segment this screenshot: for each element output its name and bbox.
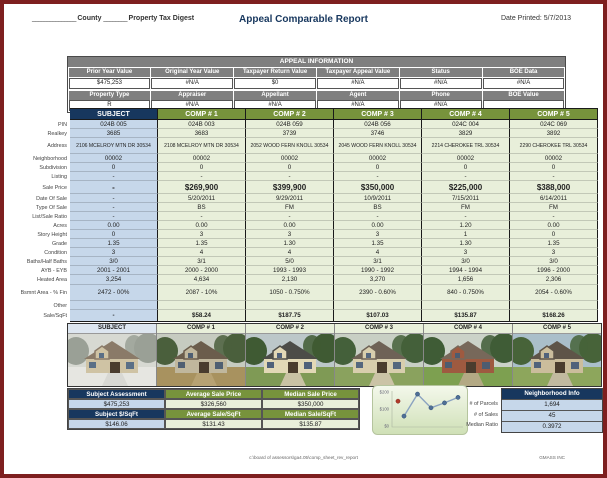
comp-value-cell: 00002	[334, 154, 422, 163]
appeal-column-header: Appellant	[234, 91, 316, 100]
comp-value-cell: -	[70, 310, 158, 322]
photo-label: COMP # 4	[424, 324, 512, 334]
comp-data-row	[18, 212, 598, 221]
appeal-value-cell: #N/A	[151, 78, 233, 89]
comp-value-cell: 5/0	[246, 257, 334, 266]
comp-row-label: Address	[47, 143, 67, 149]
photo-label: COMP # 2	[246, 324, 334, 334]
comp-value-cell: $168.26	[510, 310, 598, 322]
comp-row-label: Heated Area	[37, 277, 67, 283]
comp-value-cell: 3892	[510, 129, 598, 138]
comp-value-cell: 1.35	[158, 239, 246, 248]
comp-value-cell: 2,306	[510, 275, 598, 285]
appeal-column-header: Status	[400, 68, 482, 77]
comp-row-label: Sale/SqFt	[43, 313, 67, 319]
comp-value-cell: 2214 CHEROKEE TRL 30534	[422, 138, 510, 154]
comp-value-cell: 0	[70, 230, 158, 239]
photo-column	[335, 324, 424, 386]
photo-label: SUBJECT	[68, 324, 156, 334]
comp-value-cell: 024B 003	[158, 120, 246, 129]
comp-data-row	[18, 221, 598, 230]
comp-value-cell: -	[246, 172, 334, 181]
comp-value-cell: 2106 MCELROY MTN DR 30534	[70, 138, 158, 154]
house-photo	[157, 334, 245, 386]
comp-value-cell: 0.00	[158, 221, 246, 230]
house-photo-art	[335, 334, 423, 386]
photo-column	[424, 324, 513, 386]
photo-column	[513, 324, 601, 386]
comp-value-cell: 3	[422, 248, 510, 257]
summary-value-cell: $475,253	[68, 399, 165, 409]
date-printed-value: 5/7/2013	[543, 15, 571, 22]
comp-value-cell: 3685	[70, 129, 158, 138]
comp-row-label: Realkey	[47, 130, 67, 137]
photo-label: COMP # 3	[335, 324, 423, 334]
appeal-value-row	[68, 77, 565, 90]
comp-data-row	[18, 310, 598, 322]
comp-data-row	[18, 275, 598, 285]
comp-value-cell: -	[70, 194, 158, 203]
appeal-value-cell: $0	[234, 78, 316, 89]
summary-header-cell: Median Sale Price	[262, 389, 359, 399]
comp-value-cell: 3739	[246, 129, 334, 138]
comp-value-cell: -	[510, 212, 598, 221]
summary-header-cell: Median Sale/SqFt	[262, 409, 359, 419]
appeal-value-cell: #N/A	[400, 100, 482, 111]
comp-value-cell: 3,270	[334, 275, 422, 285]
comp-value-cell: 0	[510, 163, 598, 172]
comp-row-label: Date Of Sale	[36, 195, 67, 202]
photo-column	[157, 324, 246, 386]
appeal-info-title: APPEAL INFORMATION	[68, 57, 565, 67]
county-blank-line: _______________	[32, 15, 76, 22]
comp-value-cell: BS	[158, 203, 246, 212]
comp-value-cell: 4	[334, 248, 422, 257]
comp-value-cell: 3/0	[70, 257, 158, 266]
appeal-value-cell: #N/A	[317, 78, 399, 89]
appeal-column-header: Agent	[317, 91, 399, 100]
comp-value-cell: 024B 005	[70, 120, 158, 129]
appeal-value-cell: $475,253	[69, 78, 151, 89]
comp-value-cell: 0.00	[510, 221, 598, 230]
comp-value-cell: $350,000	[334, 181, 422, 194]
comp-value-cell: 1.35	[510, 239, 598, 248]
neighborhood-values	[502, 399, 602, 432]
summary-header-cell: Subject $/SqFt	[68, 409, 165, 419]
house-photo-art	[513, 334, 601, 386]
comp-value-cell: 2054 - 0.60%	[510, 285, 598, 301]
comp-row-label: Subdivision	[39, 164, 67, 171]
svg-text:$200: $200	[379, 389, 389, 395]
summary-header-cell: Average Sale Price	[165, 389, 262, 399]
summary-value-cell: $131.43	[165, 419, 262, 429]
comp-value-cell: 2390 - 0.60%	[334, 285, 422, 301]
comp-value-cell: 6/14/2011	[510, 194, 598, 203]
comp-value-cell: 1050 - 0.750%	[246, 285, 334, 301]
comp-column-header: COMP # 4	[422, 108, 510, 120]
comp-data-row	[18, 181, 598, 194]
comp-value-cell: 0.00	[246, 221, 334, 230]
neighborhood-row-label: # of Parcels	[469, 401, 498, 407]
comp-value-cell: 1.35	[334, 239, 422, 248]
comp-row-label: Acres	[53, 222, 67, 229]
comp-value-cell: 3	[70, 248, 158, 257]
house-photo-art	[424, 334, 512, 386]
appeal-column-header: BOE Data	[483, 68, 565, 77]
comp-header-row	[18, 108, 598, 120]
appeal-header-row	[68, 67, 565, 77]
house-photo	[335, 334, 423, 386]
comp-value-cell: 3	[158, 230, 246, 239]
summary-header-cell: Subject Assessment	[68, 389, 165, 399]
comp-value-cell: 00002	[422, 154, 510, 163]
comp-value-cell: 1	[422, 230, 510, 239]
appeal-info-rows	[68, 67, 565, 112]
comp-column-header: COMP # 1	[158, 108, 246, 120]
comp-row-label: Baths/Half Baths	[26, 258, 67, 265]
house-photo-art	[246, 334, 334, 386]
photo-label: COMP # 5	[513, 324, 601, 334]
comp-value-cell	[422, 301, 510, 310]
comp-value-cell: 3/0	[510, 257, 598, 266]
photo-column	[68, 324, 157, 386]
comp-value-cell: 00002	[246, 154, 334, 163]
comp-data-row	[18, 138, 598, 154]
comp-value-cell: 3/0	[422, 257, 510, 266]
digest-blank-line: ________	[103, 15, 127, 22]
comp-value-cell: BS	[334, 203, 422, 212]
comp-value-cell: -	[510, 172, 598, 181]
comp-data-row	[18, 257, 598, 266]
comp-value-cell: 4	[158, 248, 246, 257]
comp-column-header: COMP # 2	[246, 108, 334, 120]
comp-value-cell: 2052 WOOD FERN KNOLL 30534	[246, 138, 334, 154]
comp-value-cell: $135.87	[422, 310, 510, 322]
comp-data-row	[18, 266, 598, 275]
appeal-column-header: Prior Year Value	[69, 68, 151, 77]
photo-label: COMP # 1	[157, 324, 245, 334]
appeal-value-cell: #N/A	[234, 100, 316, 111]
comp-value-cell: 1.20	[422, 221, 510, 230]
comp-value-cell: -	[70, 203, 158, 212]
comp-row-label: List/Sale Ratio	[32, 213, 67, 220]
comp-value-cell: 1996 - 2000	[510, 266, 598, 275]
summary-header-cell: Average Sale/SqFt	[165, 409, 262, 419]
svg-text:$0: $0	[384, 423, 389, 429]
comp-value-cell: $399,900	[246, 181, 334, 194]
comp-value-cell: 00002	[158, 154, 246, 163]
footer-path: c:\board of assessors\ga4.05\comp_sheet_rev_report	[249, 455, 358, 460]
house-photo	[68, 334, 156, 386]
appeal-column-header: BOE Value	[483, 91, 565, 100]
photo-strip	[67, 323, 602, 387]
house-photo	[513, 334, 601, 386]
neighborhood-labels	[440, 399, 498, 431]
appeal-header-row	[68, 90, 565, 100]
comp-value-cell: 1,656	[422, 275, 510, 285]
page-title: Appeal Comparable Report	[239, 14, 368, 25]
comp-value-cell: 024C 004	[422, 120, 510, 129]
comp-value-cell: FM	[246, 203, 334, 212]
comp-row-label: Sale Price	[42, 184, 67, 191]
comp-value-cell: 024B 059	[246, 120, 334, 129]
comp-data-row	[18, 120, 598, 129]
digest-label: Property Tax Digest	[128, 15, 195, 22]
comp-value-cell: 2001 - 2001	[70, 266, 158, 275]
comp-value-cell: 3	[510, 248, 598, 257]
house-photo-art	[68, 334, 156, 386]
comp-value-cell: 0	[510, 230, 598, 239]
comp-value-cell: 1.35	[70, 239, 158, 248]
summary-row	[68, 419, 359, 429]
comp-value-cell: 4	[246, 248, 334, 257]
summary-value-cell: $135.87	[262, 419, 359, 429]
summary-value-cell: $146.06	[68, 419, 165, 429]
comparison-table	[18, 108, 598, 322]
comp-column-header: COMP # 5	[510, 108, 598, 120]
comp-value-cell: 0	[422, 163, 510, 172]
neighborhood-value-cell: 45	[502, 410, 602, 421]
comp-value-cell: $225,000	[422, 181, 510, 194]
comp-value-cell: 0.00	[334, 221, 422, 230]
neighborhood-row-label: # of Sales	[474, 411, 498, 418]
comp-value-cell	[70, 301, 158, 310]
comp-value-cell: FM	[422, 203, 510, 212]
comp-value-cell: $58.24	[158, 310, 246, 322]
comp-row-label: Bsmnt Area - % Fin	[20, 290, 67, 296]
appeal-value-cell: #N/A	[317, 100, 399, 111]
comp-value-cell: 7/15/2011	[422, 194, 510, 203]
comp-row-label: Neighborhood	[33, 155, 67, 162]
comp-column-header: SUBJECT	[70, 108, 158, 120]
comp-value-cell: $187.75	[246, 310, 334, 322]
comp-value-cell: -	[246, 212, 334, 221]
appeal-column-header: Taxpayer Return Value	[234, 68, 316, 77]
comp-value-cell: -	[422, 172, 510, 181]
comp-data-row	[18, 239, 598, 248]
comp-value-cell: 024C 069	[510, 120, 598, 129]
comp-value-cell: 024B 056	[334, 120, 422, 129]
comp-value-cell: 0	[246, 163, 334, 172]
comp-data-row	[18, 172, 598, 181]
comp-data-row	[18, 154, 598, 163]
appeal-value-cell: #N/A	[151, 100, 233, 111]
appeal-value-cell: #N/A	[400, 78, 482, 89]
summary-value-cell: $350,000	[262, 399, 359, 409]
comp-value-cell: 3683	[158, 129, 246, 138]
footer-brand: GMASS INC	[539, 455, 565, 460]
house-photo	[246, 334, 334, 386]
summary-row	[68, 399, 359, 409]
comp-value-cell: 840 - 0.750%	[422, 285, 510, 301]
appeal-column-header: Appraiser	[151, 91, 233, 100]
comp-row-label: Condition	[44, 249, 67, 256]
comp-value-cell: 9/29/2011	[246, 194, 334, 203]
neighborhood-value-cell: 1,694	[502, 399, 602, 410]
neighborhood-row-label: Median Ratio	[466, 422, 498, 428]
appeal-column-header: Phone	[400, 91, 482, 100]
comp-data-row	[18, 230, 598, 239]
comp-value-cell: 1.30	[246, 239, 334, 248]
comp-column-header: COMP # 3	[334, 108, 422, 120]
date-printed-label: Date Printed:	[500, 15, 542, 22]
comp-value-cell	[158, 301, 246, 310]
comp-value-cell	[510, 301, 598, 310]
comp-data-row	[18, 248, 598, 257]
comp-value-cell: -	[70, 212, 158, 221]
comp-value-cell: 2472 - 00%	[70, 285, 158, 301]
comp-value-cell: -	[422, 212, 510, 221]
comp-value-cell: 0	[334, 163, 422, 172]
comp-value-cell: $269,900	[158, 181, 246, 194]
summary-row	[68, 389, 359, 399]
comp-value-cell: 3746	[334, 129, 422, 138]
comp-value-cell: 0	[158, 163, 246, 172]
comp-value-cell: 4,634	[158, 275, 246, 285]
comp-value-cell: 2087 - 10%	[158, 285, 246, 301]
comp-value-cell: 2000 - 2000	[158, 266, 246, 275]
comp-value-cell: 3/1	[334, 257, 422, 266]
neighborhood-info-table	[501, 388, 603, 433]
comp-value-cell: $107.03	[334, 310, 422, 322]
comp-value-cell: 0	[70, 163, 158, 172]
summary-row	[68, 409, 359, 419]
comp-value-cell: 3	[246, 230, 334, 239]
comp-value-cell: 0.00	[70, 221, 158, 230]
comp-value-cell: $388,000	[510, 181, 598, 194]
comp-value-cell: 10/9/2011	[334, 194, 422, 203]
house-photo-art	[157, 334, 245, 386]
comp-value-cell: 3829	[422, 129, 510, 138]
comp-data-row	[18, 301, 598, 310]
comp-corner	[18, 108, 70, 120]
date-printed	[501, 15, 571, 22]
comp-value-cell: 1994 - 1994	[422, 266, 510, 275]
summary-table	[67, 388, 360, 430]
neighborhood-info-title: Neighborhood Info	[502, 389, 602, 399]
comp-data-row	[18, 163, 598, 172]
comp-row-label: Grade	[52, 240, 67, 247]
appeal-column-header: Property Type	[69, 91, 151, 100]
comp-data-row	[18, 285, 598, 301]
comp-value-cell: 00002	[70, 154, 158, 163]
comp-value-cell: 2045 WOOD FERN KNOLL 30534	[334, 138, 422, 154]
comp-value-cell: 3	[334, 230, 422, 239]
comp-value-cell: -	[334, 212, 422, 221]
comp-row-label: PIN	[58, 121, 67, 128]
comp-value-cell: FM	[510, 203, 598, 212]
comp-value-cell: 2108 MCELROY MTN DR 30534	[158, 138, 246, 154]
comp-row-label: Listing	[51, 173, 67, 180]
comp-data-row	[18, 203, 598, 212]
comp-value-cell: -	[158, 172, 246, 181]
comp-value-cell: 5/20/2011	[158, 194, 246, 203]
comp-value-cell: -	[70, 172, 158, 181]
appeal-column-header: Taxpayer Appeal Value	[317, 68, 399, 77]
comp-row-label: AYB - EYB	[41, 267, 67, 274]
comp-value-cell: 00002	[510, 154, 598, 163]
comp-value-cell: 3/1	[158, 257, 246, 266]
comp-value-cell	[246, 301, 334, 310]
comp-value-cell: -	[334, 172, 422, 181]
comp-row-label: Type Of Sale	[35, 204, 67, 211]
comp-value-cell: 2,130	[246, 275, 334, 285]
comp-value-cell: -	[70, 181, 158, 194]
house-photo	[424, 334, 512, 386]
comp-data-row	[18, 129, 598, 138]
comp-value-cell: 1.30	[422, 239, 510, 248]
summary-value-cell: $326,560	[165, 399, 262, 409]
comp-value-cell: -	[158, 212, 246, 221]
photo-column	[246, 324, 335, 386]
appeal-value-cell: #N/A	[483, 78, 565, 89]
county-label: County	[77, 15, 102, 22]
comp-value-cell: 3,254	[70, 275, 158, 285]
comp-data-row	[18, 194, 598, 203]
comp-value-cell	[334, 301, 422, 310]
comp-row-label: Other	[53, 302, 67, 309]
svg-text:$100: $100	[379, 406, 389, 412]
comp-value-cell: 1990 - 1992	[334, 266, 422, 275]
appeal-value-cell: R	[69, 100, 151, 111]
comp-value-cell: 1993 - 1993	[246, 266, 334, 275]
neighborhood-value-cell: 0.3972	[502, 421, 602, 432]
appeal-info-table	[67, 56, 566, 113]
comp-value-cell: 2290 CHEROKEE TRL 30534	[510, 138, 598, 154]
comp-row-label: Story Height	[37, 231, 67, 238]
appeal-column-header: Original Year Value	[151, 68, 233, 77]
